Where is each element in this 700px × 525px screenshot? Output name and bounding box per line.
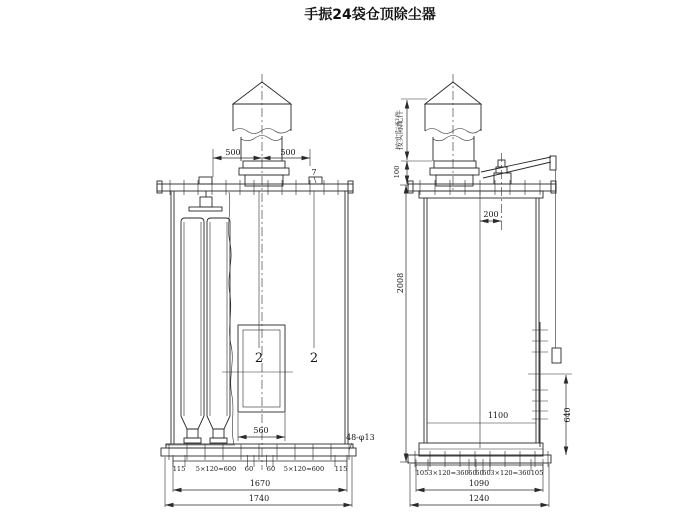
side-top-plate <box>408 180 556 195</box>
front-view <box>157 74 375 507</box>
side-seg-5: 3×120=360 <box>490 469 531 477</box>
front-base-plate <box>161 448 356 456</box>
dim-1100-label: 1100 <box>487 411 509 420</box>
dim-100-label: 100 <box>393 165 401 179</box>
hook-callout-left: 2 <box>254 351 264 366</box>
dim-500-left-label: 500 <box>225 148 241 157</box>
front-seg-3: 60 <box>266 465 276 473</box>
side-dim-2008 <box>396 185 409 462</box>
front-dim-560 <box>238 413 285 441</box>
section-break-line <box>229 192 234 444</box>
side-seg-6: 105 <box>530 469 544 477</box>
dim-1740-label: 1740 <box>248 494 270 503</box>
front-seg-0: 115 <box>172 465 186 473</box>
dim-1090-label: 1090 <box>468 479 490 488</box>
side-dim-fittings <box>394 99 427 160</box>
side-body <box>408 191 551 467</box>
pull-weight <box>552 348 561 363</box>
side-seg-0: 105 <box>415 469 429 477</box>
drawing-title: 手振24袋仓顶除尘器 <box>304 7 436 23</box>
side-ladder <box>532 322 548 447</box>
fittings-note-label: 按实际配件 <box>395 110 404 150</box>
side-seg-1: 3×120=360 <box>428 469 469 477</box>
callout-7-label: 7 <box>311 168 317 177</box>
dim-500-right-label: 500 <box>280 148 296 157</box>
side-seg-2: 60 <box>468 469 477 477</box>
front-seg-1: 5×120=600 <box>195 465 237 473</box>
side-seg-3: 60 <box>475 469 484 477</box>
front-body <box>161 191 356 460</box>
side-view <box>393 74 572 507</box>
lever-handle <box>550 156 556 170</box>
bolt-note-label: 48-φ13 <box>346 433 375 442</box>
front-seg-5: 115 <box>334 465 348 473</box>
side-dim-200 <box>480 210 502 221</box>
front-seg-2: 60 <box>244 465 254 473</box>
side-chimney <box>425 74 481 190</box>
front-seg-4: 5×120=600 <box>283 465 325 473</box>
front-filter-bags <box>165 191 235 445</box>
side-shaker-lever <box>481 153 561 363</box>
dim-640-label: 640 <box>563 407 572 423</box>
dim-2008-label: 2008 <box>396 272 405 294</box>
front-hook-rods <box>255 191 318 366</box>
side-bottom-dims <box>410 459 549 507</box>
front-dim-500 <box>213 148 310 177</box>
front-bottom-dims <box>165 455 352 507</box>
dim-200-label: 200 <box>483 210 499 219</box>
dim-1240-label: 1240 <box>468 494 490 503</box>
hook-callout-right: 2 <box>309 351 319 366</box>
dim-1670-label: 1670 <box>249 479 271 488</box>
front-callout-7 <box>311 168 316 183</box>
front-left-lug <box>199 177 212 184</box>
front-bolt-note <box>346 433 375 450</box>
side-seg-4: 60 <box>482 469 491 477</box>
dim-560-label: 560 <box>253 426 269 435</box>
front-right-lug <box>309 177 322 184</box>
front-access-door <box>238 325 285 412</box>
